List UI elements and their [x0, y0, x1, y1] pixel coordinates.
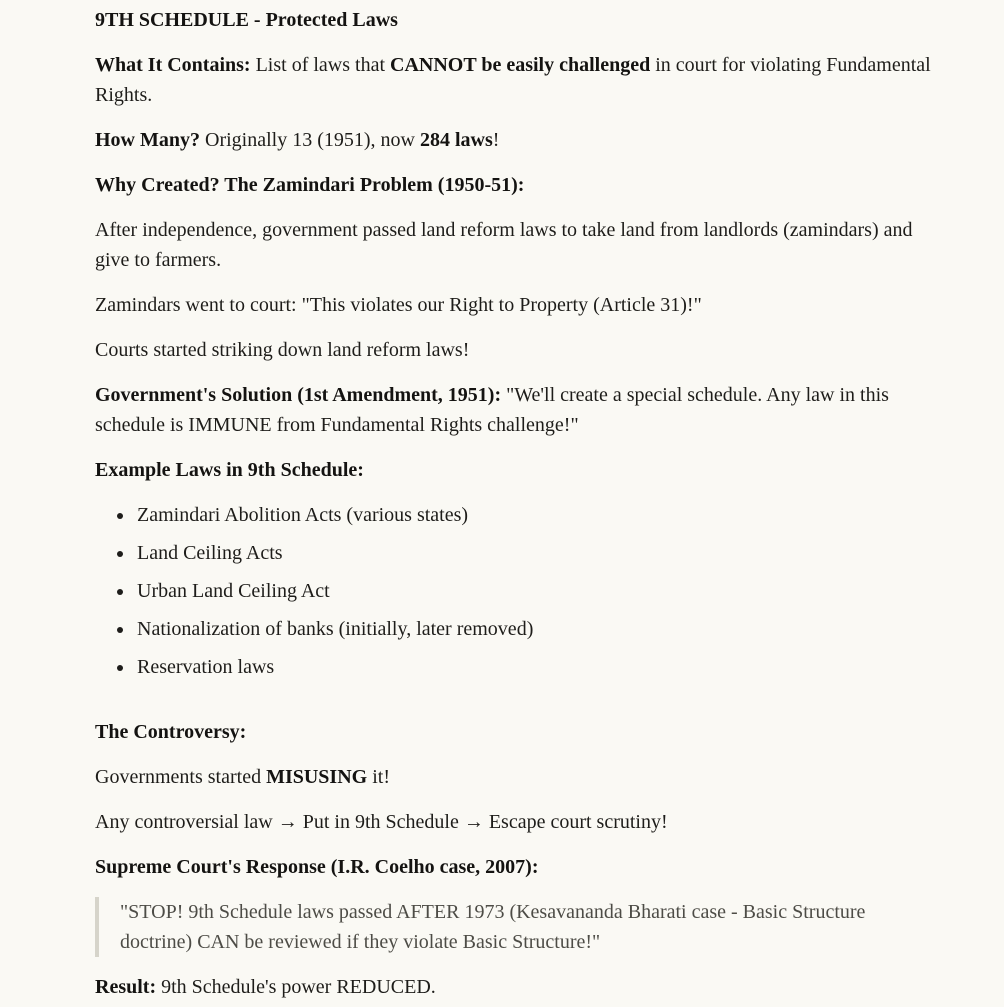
text-run: Courts started striking down land reform laws!: [95, 339, 470, 361]
text-run: Any controversial law → Put in 9th Schedule → Escape court scrutiny!: [95, 811, 668, 833]
quote-block: [95, 897, 938, 957]
paragraph: [95, 455, 938, 485]
bold-text-run: Result:: [95, 976, 157, 998]
bold-text-run: Example Laws in 9th Schedule:: [95, 459, 364, 481]
text-run: Governments started: [95, 766, 267, 788]
list-item: • Nationalization of banks (initially, later removed): [135, 614, 938, 644]
paragraph: [95, 335, 938, 365]
section-title: [95, 5, 938, 35]
list-item: • Land Ceiling Acts: [135, 538, 938, 568]
text-run: 9th Schedule's power REDUCED.: [156, 976, 436, 998]
bold-text-run: How Many?: [95, 129, 200, 151]
bold-text-run: MISUSING: [266, 766, 368, 788]
paragraph: [95, 125, 938, 155]
text-run: After independence, government passed land reform laws to take land from landlords (zamindars) and give to farmers.: [95, 219, 913, 271]
bold-text-run: 284 laws: [419, 129, 493, 151]
paragraph: [95, 852, 938, 882]
bold-text-run: Government's Solution (1st Amendment, 1951):: [95, 384, 502, 406]
text-run: "STOP! 9th Schedule laws passed AFTER 1973 (Kesavananda Bharati case - Basic Structure doctrine) CAN be reviewed if they violate Basic Structure!": [120, 901, 866, 953]
text-run: !: [492, 129, 500, 151]
text-run: Zamindars went to court: "This violates our Right to Property (Article 31)!": [95, 294, 702, 316]
paragraph: [95, 380, 938, 440]
paragraph: [95, 972, 938, 1002]
text-run: Originally 13 (1951), now: [200, 129, 420, 151]
bold-text-run: Why Created? The Zamindari Problem (1950-51):: [95, 174, 525, 196]
paragraph: [95, 290, 938, 320]
list-item: • Urban Land Ceiling Act: [135, 576, 938, 606]
bold-text-run: What It Contains:: [95, 54, 251, 76]
bold-text-run: The Controversy:: [95, 721, 247, 743]
bold-text-run: 9TH SCHEDULE - Protected Laws: [95, 9, 398, 31]
paragraph: [95, 215, 938, 275]
paragraph: [95, 50, 938, 110]
paragraph: [95, 762, 938, 792]
paragraph: [95, 717, 938, 747]
text-run: in court for violating Fundamental Rights.: [95, 54, 931, 106]
bullet-list: [95, 500, 938, 682]
bold-text-run: Supreme Court's Response (I.R. Coelho case, 2007):: [95, 856, 539, 878]
list-item: • Zamindari Abolition Acts (various states): [135, 500, 938, 530]
text-run: "We'll create a special schedule. Any law in this schedule is IMMUNE from Fundamental Rights challenge!": [95, 384, 889, 436]
bold-text-run: CANNOT be easily challenged: [390, 54, 651, 76]
text-run: it!: [367, 766, 390, 788]
paragraph: [95, 807, 938, 837]
text-run: List of laws that: [250, 54, 391, 76]
list-item: • Reservation laws: [135, 652, 938, 682]
paragraph: [95, 170, 938, 200]
